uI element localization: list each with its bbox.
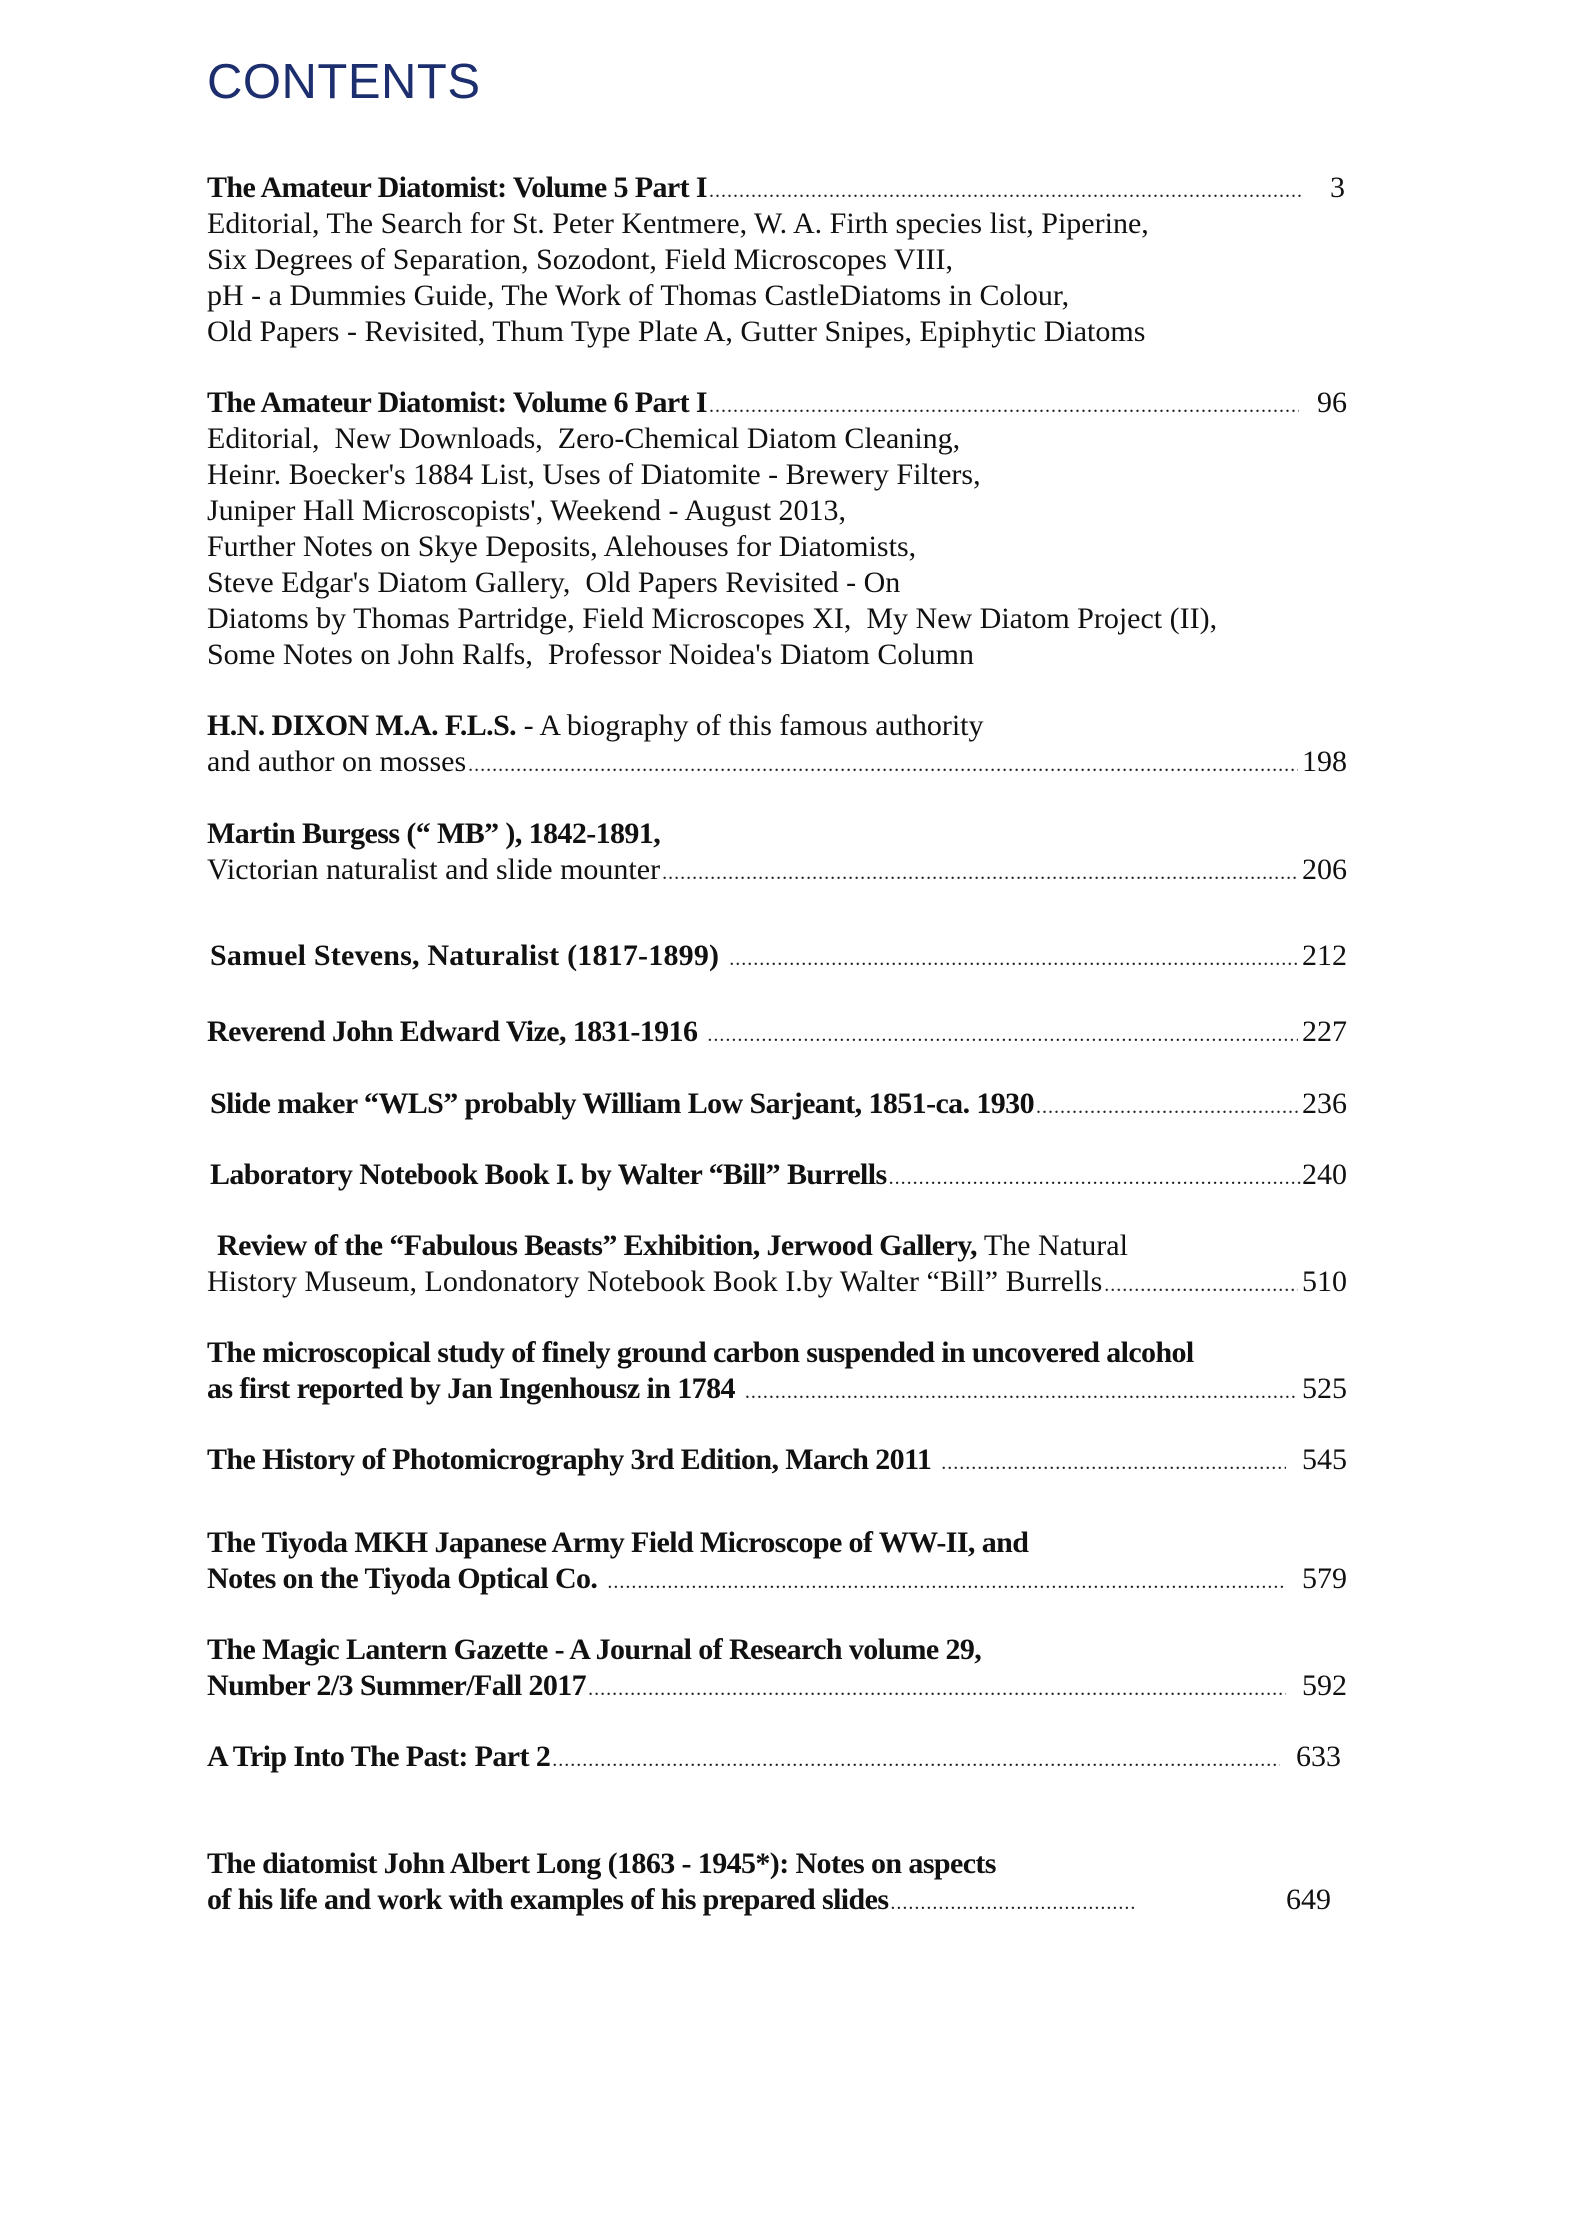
dot-leader — [709, 173, 1301, 209]
dot-leader — [1104, 1267, 1298, 1303]
toc-entry-title: The Amateur Diatomist: Volume 5 Part I — [207, 171, 707, 204]
toc-entry[interactable] — [207, 816, 1347, 888]
toc-entry-title: Laboratory Notebook Book I. by Walter “Bill” Burrells — [210, 1158, 887, 1191]
toc-entry-title: as first reported by Jan Ingenhousz in 1784 — [207, 1372, 735, 1405]
toc-title-line — [207, 1086, 1347, 1122]
toc-entry-title: A Trip Into The Past: Part 2 — [207, 1740, 551, 1773]
toc-title-line — [207, 1561, 1347, 1597]
toc-page-number: 212 — [1302, 939, 1347, 972]
toc-entry-description: History Museum, Londonatory Notebook Book I.by Walter “Bill” Burrells — [207, 1265, 1103, 1298]
toc-entry-description: Editorial, The Search for St. Peter Kentmere, W. A. Firth species list, Piperine, — [207, 207, 1149, 240]
toc-page-number: 510 — [1302, 1265, 1347, 1298]
toc-entry-description: - A biography of this famous authority — [516, 709, 984, 742]
dot-leader — [745, 1374, 1298, 1410]
toc-entry-title: Reverend John Edward Vize, 1831-1916 — [207, 1015, 698, 1048]
toc-page-number: 206 — [1302, 853, 1347, 886]
toc-entry-title: Slide maker “WLS” probably William Low Sarjeant, 1851-ca. 1930 — [210, 1087, 1034, 1120]
toc-page-number: 198 — [1302, 745, 1347, 778]
dot-leader — [729, 941, 1298, 977]
toc-title-line — [207, 1264, 1347, 1300]
toc-entry[interactable] — [207, 1228, 1347, 1300]
toc-title-line — [207, 852, 1347, 888]
toc-entry[interactable] — [207, 1739, 1347, 1775]
toc-title-line — [207, 1668, 1347, 1704]
toc-entry-description: Diatoms by Thomas Partridge, Field Microscopes XI, My New Diatom Project (II), — [207, 602, 1218, 635]
page-title: CONTENTS — [207, 55, 481, 109]
toc-entry-title: The Tiyoda MKH Japanese Army Field Microscope of WW-II, and — [207, 1526, 1029, 1559]
toc-entry-title: Number 2/3 Summer/Fall 2017 — [207, 1669, 587, 1702]
toc-entry-description: Some Notes on John Ralfs, Professor Noidea's Diatom Column — [207, 638, 975, 671]
toc-entry[interactable] — [207, 1335, 1347, 1407]
toc-title-line — [207, 938, 1347, 974]
toc-entry-title: The Amateur Diatomist: Volume 6 Part I — [207, 386, 707, 419]
dot-leader — [468, 747, 1298, 783]
toc-entry[interactable] — [207, 1086, 1347, 1122]
toc-page-number: 236 — [1302, 1087, 1347, 1120]
dot-leader — [1036, 1089, 1298, 1125]
dot-leader — [607, 1564, 1286, 1600]
toc-entry-title: Samuel Stevens, Naturalist (1817-1899) — [210, 939, 720, 972]
toc-entry-title: The microscopical study of finely ground carbon suspended in uncovered alcohol — [207, 1336, 1194, 1369]
toc-entry[interactable] — [207, 1442, 1347, 1478]
dot-leader — [890, 1885, 1136, 1921]
toc-entry-description: Victorian naturalist and slide mounter — [207, 853, 661, 886]
toc-title-line — [207, 1442, 1347, 1478]
toc-entry-title: Notes on the Tiyoda Optical Co. — [207, 1562, 598, 1595]
toc-page-number: 96 — [1317, 386, 1347, 419]
toc-title-line — [207, 744, 1347, 780]
toc-page-number: 592 — [1302, 1669, 1347, 1702]
toc-entry-description: Old Papers - Revisited, Thum Type Plate A, Gutter Snipes, Epiphytic Diatoms — [207, 315, 1146, 348]
toc-entry-title: The Magic Lantern Gazette - A Journal of Research volume 29, — [207, 1633, 982, 1666]
dot-leader — [709, 388, 1299, 424]
toc-entry-description: The Natural — [976, 1229, 1128, 1262]
toc-entry-description: and author on mosses — [207, 745, 467, 778]
toc-title-line — [207, 1739, 1347, 1775]
toc-entry-title: The diatomist John Albert Long (1863 - 1945*): Notes on aspects — [207, 1847, 996, 1880]
toc-entry-title: Martin Burgess (“ MB” ), 1842-1891, — [207, 817, 661, 850]
toc-page-number: 579 — [1302, 1562, 1347, 1595]
toc-page-number: 3 — [1330, 171, 1345, 204]
toc-entry-title: The History of Photomicrography 3rd Edition, March 2011 — [207, 1443, 932, 1476]
dot-leader — [662, 855, 1298, 891]
toc-title-line — [207, 1014, 1347, 1050]
toc-page-number: 545 — [1302, 1443, 1347, 1476]
toc-page-number: 633 — [1296, 1740, 1341, 1773]
toc-entry[interactable] — [207, 1632, 1347, 1704]
dot-leader — [707, 1017, 1298, 1053]
toc-title-line — [207, 1157, 1347, 1193]
dot-leader — [941, 1445, 1286, 1481]
toc-title-line — [207, 385, 1347, 421]
dot-leader — [889, 1160, 1302, 1196]
toc-entry[interactable] — [207, 1014, 1347, 1050]
toc-entry-title: Review of the “Fabulous Beasts” Exhibition, Jerwood Gallery, — [217, 1229, 977, 1262]
toc-entry[interactable] — [207, 1525, 1347, 1597]
toc-entry[interactable] — [207, 1846, 1347, 1918]
toc-entry-title: H.N. DIXON M.A. F.L.S. — [207, 709, 517, 742]
toc-entry[interactable] — [207, 708, 1347, 780]
toc-entry-description: Editorial, New Downloads, Zero-Chemical Diatom Cleaning, — [207, 422, 961, 455]
toc-entry-title: of his life and work with examples of his prepared slides — [207, 1883, 889, 1916]
toc-entry-description: Juniper Hall Microscopists', Weekend - August 2013, — [207, 494, 847, 527]
toc-entry-description: Six Degrees of Separation, Sozodont, Field Microscopes VIII, — [207, 243, 953, 276]
toc-entry-description: pH - a Dummies Guide, The Work of Thomas CastleDiatoms in Colour, — [207, 279, 1070, 312]
toc-page-number: 227 — [1302, 1015, 1347, 1048]
toc-entry-description: Heinr. Boecker's 1884 List, Uses of Diatomite - Brewery Filters, — [207, 458, 981, 491]
toc-title-line — [207, 1882, 1347, 1918]
toc-entry-description: Steve Edgar's Diatom Gallery, Old Papers Revisited - On — [207, 566, 901, 599]
toc-page-number: 649 — [1286, 1883, 1331, 1916]
toc-entry[interactable] — [207, 170, 1347, 350]
toc-title-line — [207, 170, 1347, 206]
toc-title-line — [207, 1371, 1347, 1407]
toc-entry[interactable] — [207, 938, 1347, 974]
dot-leader — [588, 1671, 1286, 1707]
toc-entry[interactable] — [207, 385, 1347, 673]
toc-page-number: 240 — [1302, 1158, 1347, 1191]
dot-leader — [552, 1742, 1280, 1778]
toc-entry[interactable] — [207, 1157, 1347, 1193]
toc-entry-description: Further Notes on Skye Deposits, Alehouses for Diatomists, — [207, 530, 917, 563]
toc-page-number: 525 — [1302, 1372, 1347, 1405]
